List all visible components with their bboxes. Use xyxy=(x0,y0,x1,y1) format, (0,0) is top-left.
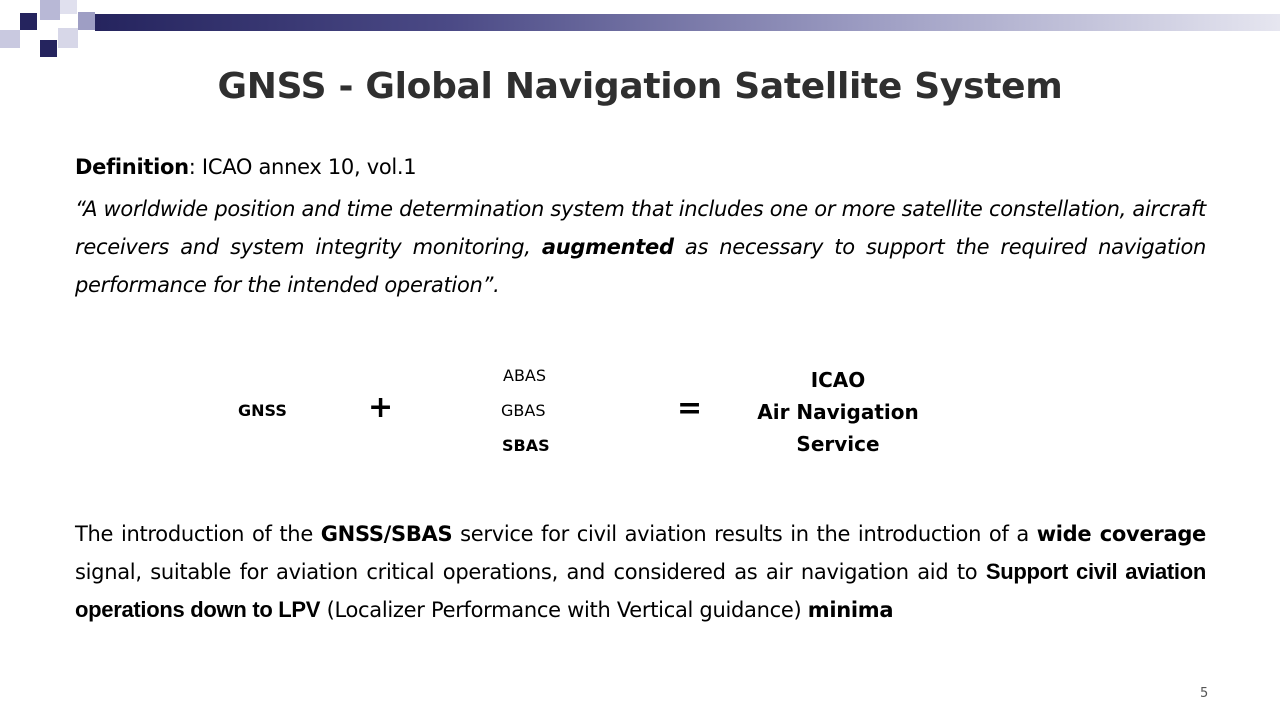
slide-title: GNSS - Global Navigation Satellite System xyxy=(217,66,1063,107)
deco-square xyxy=(40,40,57,57)
equation-sbas: SBAS xyxy=(502,436,550,455)
definition-quote xyxy=(75,190,1206,304)
header-gradient-bar xyxy=(95,14,1280,31)
equation-result xyxy=(738,364,938,460)
quote-text-end: as necessary to support the required navigation performance for the intended operation”. xyxy=(75,235,1206,297)
deco-square xyxy=(78,12,95,30)
equation-abas: ABAS xyxy=(503,366,547,385)
equation-gbas: GBAS xyxy=(501,401,546,420)
equation-equals: = xyxy=(677,391,703,426)
intro-text-4: (Localizer Performance with Vertical guidance) xyxy=(320,598,808,622)
intro-bold-gnss-sbas: GNSS/SBAS xyxy=(320,522,453,546)
intro-text-2: service for civil aviation results in the introduction of a xyxy=(452,522,1037,546)
definition-label: Definition xyxy=(75,155,189,179)
definition-line xyxy=(75,155,416,179)
deco-square xyxy=(58,28,78,48)
deco-square xyxy=(60,0,77,14)
quote-text: “A worldwide position and time determination system that includes one or more satellite constellation, aircraft receivers and system integrity monitoring, xyxy=(75,197,1206,259)
intro-text-3: signal, suitable for aviation critical operations, and considered as air navigation aid to xyxy=(75,560,986,584)
equation-gnss: GNSS xyxy=(238,401,287,420)
intro-bold-coverage: wide coverage xyxy=(1036,522,1206,546)
result-line-3: Service xyxy=(796,432,880,456)
intro-bold-minima: minima xyxy=(807,598,894,622)
page-number: 5 xyxy=(1200,686,1209,701)
deco-square xyxy=(0,30,20,48)
equation-plus: + xyxy=(368,390,394,425)
intro-text-1: The introduction of the xyxy=(75,522,321,546)
intro-paragraph xyxy=(75,515,1206,629)
deco-square xyxy=(20,13,37,30)
deco-square xyxy=(40,20,60,40)
definition-source: : ICAO annex 10, vol.1 xyxy=(188,155,417,179)
deco-square xyxy=(40,0,60,20)
intro-emphasis-lpv: Support civil aviation operations down to LPV xyxy=(75,559,1206,622)
result-line-1: ICAO xyxy=(810,368,866,392)
result-line-2: Air Navigation xyxy=(757,400,919,424)
quote-emphasis: augmented xyxy=(541,235,674,259)
